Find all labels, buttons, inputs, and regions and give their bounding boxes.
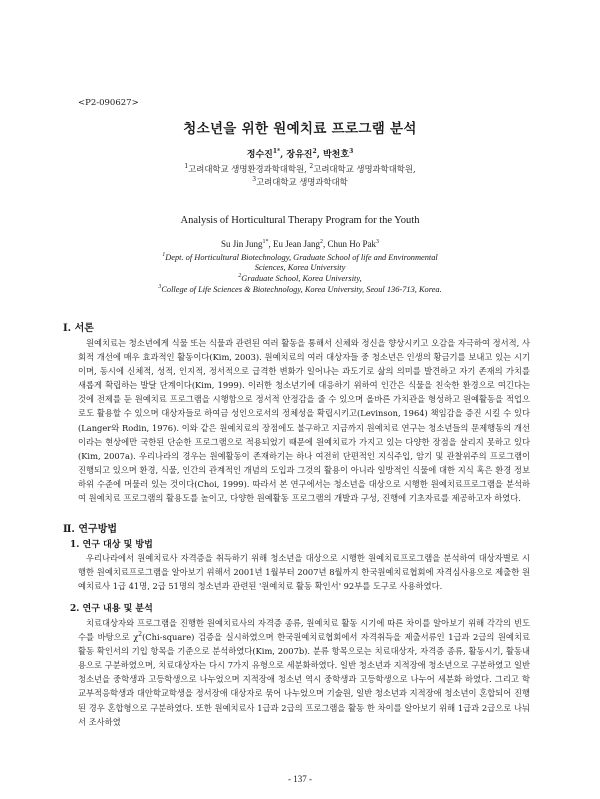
subsection-2-heading: 2. 연구 내용 및 분석 [70, 604, 153, 614]
subsection-1-paragraph: 우리나라에서 원예치료사 자격증을 취득하기 위해 청소년을 대상으로 시행한 원예치료프로그램을 분석하여 대상자별로 시행한 원예치료프로그램을 알아보기 위해서 2001년 1월부터 2007년 8월까지 한국원예치료협회에 자격심사용으로 제출한 원예치료사 1급 41명, 2급 51명의 청소년과 관련된 '원예치료 활동 확인서' 92부를 도구로 사용하였다. [78, 553, 530, 592]
page-number: - 137 - [288, 774, 312, 784]
english-title: Analysis of Horticultural Therapy Program for the Youth [180, 215, 420, 226]
subsection-2-text-end: (Chi-square) 검증을 실시하였으며 한국원예치료협회에서 자격취득을 제출서류인 1급과 2급의 원예치료 활동 확인서의 기입 항목을 기준으로 분석하였다(Kim, 2007b). 분류 항목으로는 치료대상자, 자격증 종류, 활동시기, 활동내용으로 구분하였으며, 치료대상자는 다시 7가지 유형으로 세분화하였다. 일반 청소년과 지적장애 청소년으로 구분하였고 일반 청소년을 중학생과 고등학생으로 나누었으며 지적장애 청소년 역시 중학생과 고등학생으로 나누어 세분화 하였다. 그리고 학교부적응학생과 대안학교학생을 정서장애 대상자로 묶어 나누었으며 기술원, 일반 청소년과 지적장애 청소년이 혼합되어 진행된 경우 혼합형으로 구분하였다. 또한 원예치료사 1급과 2급의 프로그램을 활동 한 차이를 알아보기 위해 1급과 2급으로 나눠서 조사하였 [78, 632, 530, 727]
chi-superscript: 2 [138, 631, 143, 639]
english-authors: Su Jin Jung$^{1*}$, Eu Jean Jang$^2$, Chun Ho Pak$^3$ [220, 239, 380, 249]
korean-authors: 정수진$^{1*}$, 장유진$^2$, 박천호$^3$ [246, 148, 354, 160]
english-affiliation-4: $^3$College of Life Sciences & Biotechnology, Korea University, Seoul 136-713, Korea. [158, 284, 442, 294]
subsection-2-paragraph [78, 616, 530, 729]
intro-paragraph: 원예치료는 청소년에게 식물 또는 식물과 관련된 여러 활동을 통해서 신체와 정신을 향상시키고 오감을 자극하여 정서적, 사회적 개선에 매우 효과적인 활동이다(Kim, 2003). 원예치료의 여러 대상자들 중 청소년은 인생의 황금기를 보내고 있는 시기이며, 동시에 신체적, 성적, 인지적, 정서적으로 급격한 변화가 일어나는 과도기로 삶의 의미를 발견하고 자기 존재의 가치를 새롭게 확립하는 발달 단계이다(Kim, 1999). 이러한 청소년기에 대응하기 위하여 인간은 식물을 친숙한 환경으로 여긴다는 것에 전제를 둔 원예치료 프로그램을 시행함으로 정서적 안정감을 줄 수 있으며 올바른 가치관을 형성하고 원예활동을 적업으로도 활용할 수 있으며 대상자들로 하여금 성인으로서의 정체성을 확립시키고(Levinson, 1964) 책임감을 증진 시킬 수 있다(Langer와 Rodin, 1976). 이와 같은 원예치료의 장점에도 불구하고 지금까지 원예치료 연구는 청소년들의 문제행동의 개선이라는 현상에만 국한된 단순한 프로그램으로 적용되었기 때문에 원예치료가 가지고 있는 다양한 장점을 살리지 못하고 있다(Kim, 2007a). 우리나라의 경우는 원예활동이 존재하기는 하나 여전히 단편적인 지식주입, 암기 및 관찰위주의 프로그램이 진행되고 있으며 환경, 식물, 인간의 관계적인 개념의 도입과 그것의 활용이 아니라 일방적인 식물에 대한 지식 혹은 환경 정보 하위 수준에 머물러 있는 것이다(Choi, 1999). 따라서 본 연구에서는 청소년을 대상으로 시행한 원예치료프로그램을 분석하여 원예치료 프로그램의 활용도를 높이고, 다양한 원예활동 프로그램의 개발과 구성, 진행에 기초자료를 제공하고자 하였다. [78, 338, 530, 504]
english-affiliation-3: $^2$Graduate School, Korea University, [238, 273, 362, 283]
methods-heading: Ⅱ. 연구방법 [63, 524, 118, 535]
chi-symbol: χ [133, 632, 139, 643]
paper-code: <P2-090627> [78, 98, 139, 108]
subsection-1-heading: 1. 연구 대상 및 방법 [70, 540, 153, 550]
english-affiliation-1: $^1$Dept. of Horticultural Biotechnology, Graduate School of life and Environmental [162, 252, 438, 262]
korean-affiliation-1: $^1$고려대학교 생명환경과학대학원, $^2$고려대학교 생명과학대학원, [184, 163, 416, 174]
korean-title: 청소년을 위한 원예치료 프로그램 분석 [183, 121, 417, 137]
subsection-2-text-start: 치료대상자와 프로그램을 진행한 원예치료사의 자격증 종류, 원예치료 활동 시기에 따른 차이를 알아보기 위해 각각의 빈도수를 바탕으로 [78, 618, 530, 643]
intro-heading: Ⅰ. 서론 [63, 323, 94, 334]
korean-affiliation-2: $^3$고려대학교 생명과학대학 [252, 176, 348, 187]
english-affiliation-2: Sciences, Korea University [254, 263, 346, 272]
